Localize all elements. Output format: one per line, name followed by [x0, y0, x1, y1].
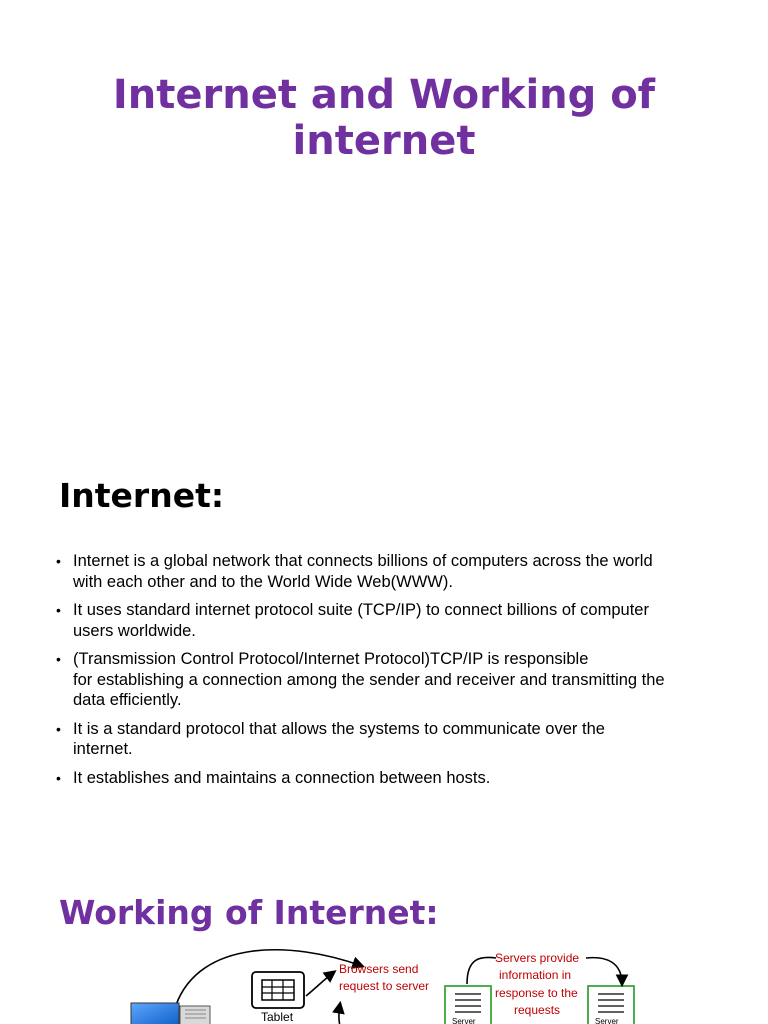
main-title-line2: internet — [292, 118, 476, 164]
servers-provide-line1: Servers provide — [495, 951, 580, 965]
bullet-text-line: internet. — [73, 740, 133, 758]
response-arc-right — [586, 958, 622, 984]
bullet-text-line: It is a standard protocol that allows the systems to communicate over the — [73, 719, 605, 738]
main-title-line1: Internet and Working of — [112, 72, 656, 118]
tablet-label: Tablet — [261, 1010, 294, 1024]
request-arrow-tablet — [306, 972, 334, 996]
bullet-text-line: for establishing a connection among the sender and receiver and transmitting the — [73, 670, 665, 689]
bullet-text-line: users worldwide. — [73, 621, 196, 640]
bullet-dot: • — [56, 720, 61, 737]
bullet-text-line: with each other and to the World Wide Web(WWW). — [73, 572, 453, 591]
bullet-text-line: It uses standard internet protocol suite (TCP/IP) to connect billions of computer — [73, 601, 649, 619]
internet-slide — [0, 440, 768, 860]
working-heading: Working of Internet: — [59, 893, 439, 932]
bullet-dot: • — [56, 651, 61, 667]
request-arrow-bottom — [339, 1004, 340, 1024]
main-title — [60, 72, 708, 164]
computer-icon — [131, 1003, 210, 1024]
server-label-right: Server — [595, 1017, 619, 1024]
bullet-text-line: Internet is a global network that connects billions of computers across the world — [73, 552, 653, 570]
browsers-send-label-line1: Browsers send — [339, 962, 419, 976]
bullet-item — [56, 551, 726, 592]
internet-diagram — [0, 860, 768, 1024]
bullet-item — [56, 768, 726, 789]
bullet-text-line: (Transmission Control Protocol/Internet Protocol)TCP/IP is responsible — [73, 650, 589, 668]
browsers-send-label-line2: request to server — [339, 979, 430, 993]
bullet-dot: • — [56, 769, 61, 786]
working-slide — [0, 860, 768, 1024]
response-arc-left — [467, 957, 496, 984]
tablet-icon — [252, 972, 304, 1008]
bullet-text-line: data efficiently. — [73, 691, 182, 709]
bullet-dot: • — [56, 602, 61, 618]
title-slide — [0, 0, 768, 440]
servers-provide-line4: requests — [514, 1003, 561, 1017]
internet-heading: Internet: — [59, 476, 225, 515]
bullet-item — [56, 600, 726, 641]
bullet-item — [56, 719, 726, 760]
bullet-text-line: It establishes and maintains a connection between hosts. — [73, 768, 491, 787]
server-label-left: Server — [452, 1017, 476, 1024]
servers-provide-line3: response to the — [495, 986, 578, 1000]
bullet-dot: • — [56, 553, 61, 569]
bullet-item — [56, 649, 726, 711]
servers-provide-line2: information in — [499, 968, 572, 982]
bullet-list — [56, 551, 726, 796]
